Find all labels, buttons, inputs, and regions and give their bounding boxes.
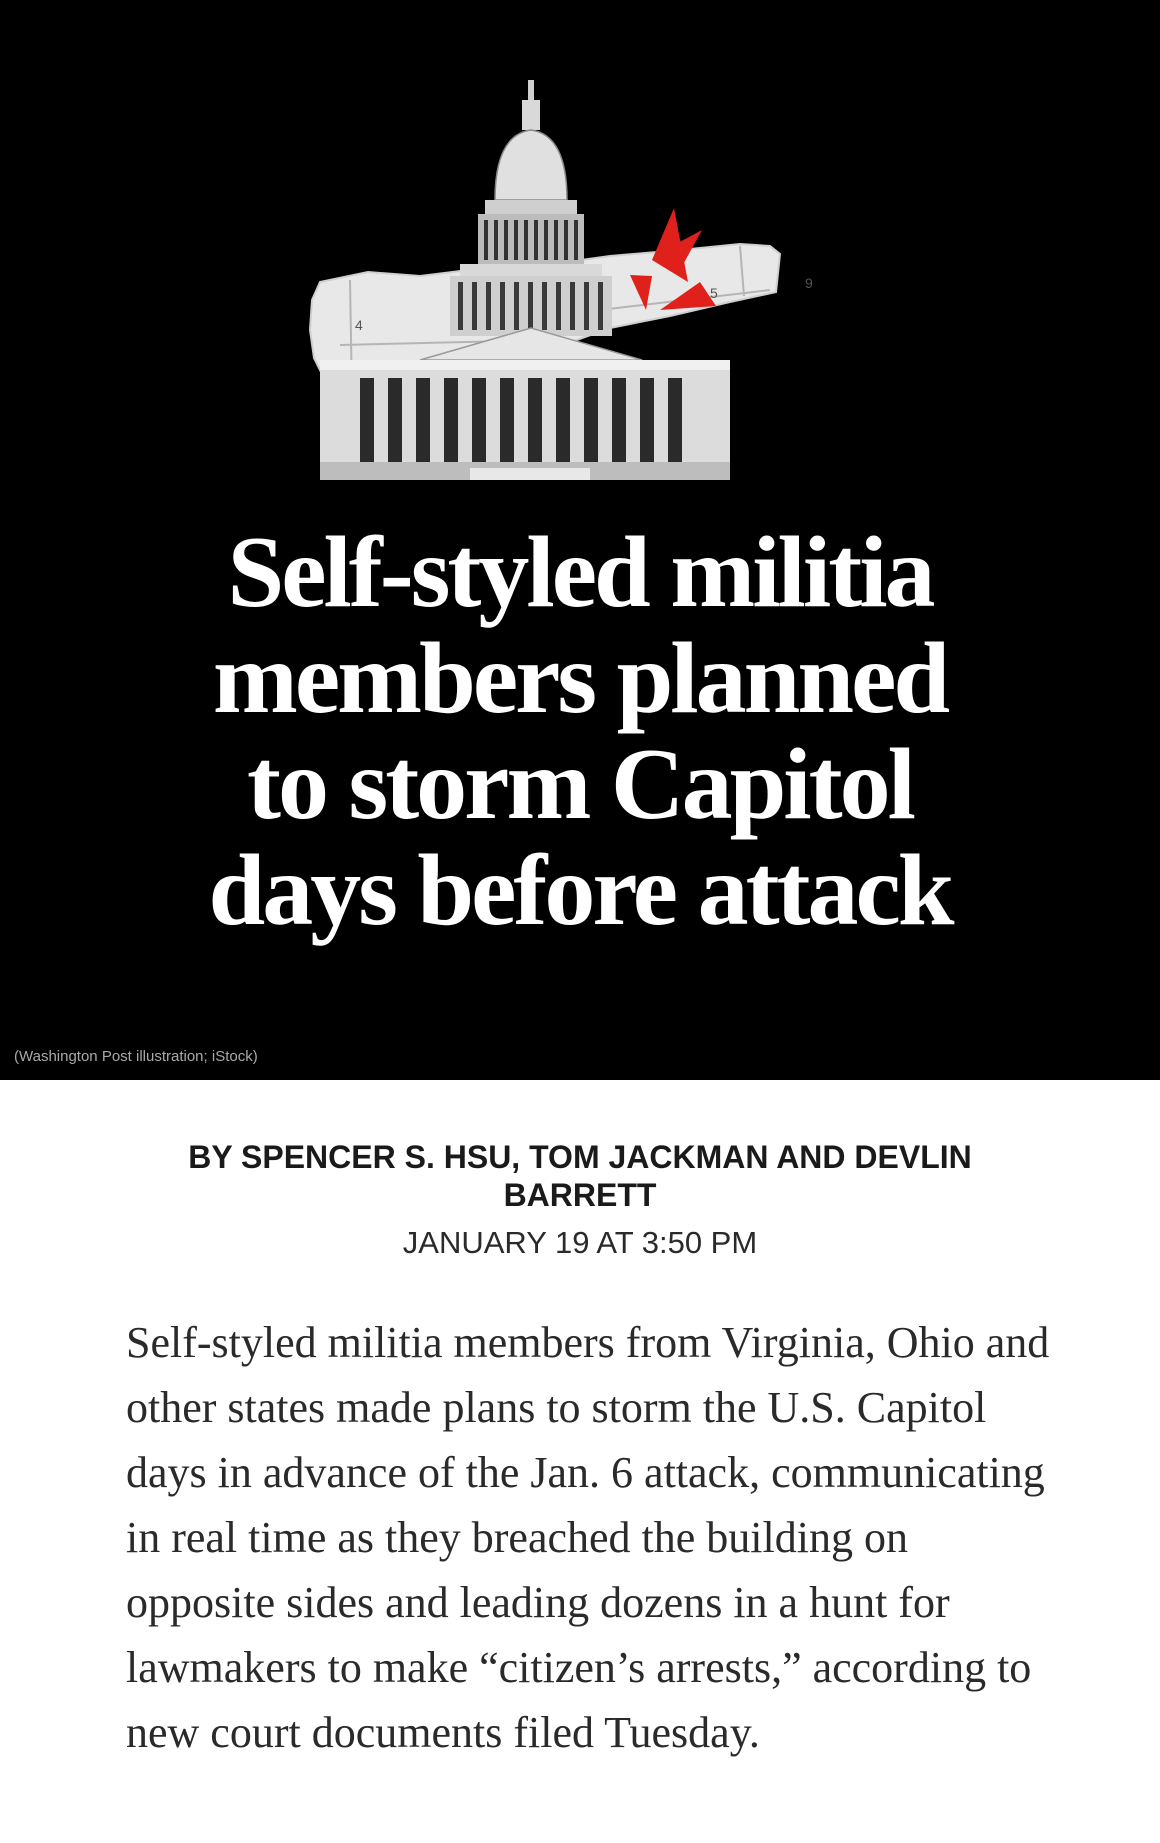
photo-credit: (Washington Post illustration; iStock) — [14, 1048, 258, 1065]
headline-line: days before attack — [208, 834, 952, 947]
calendar-number: 5 — [710, 285, 718, 301]
byline: BY SPENCER S. HSU, TOM JACKMAN AND DEVLIN BARRETT — [188, 1139, 972, 1213]
calendar-number: 4 — [355, 317, 363, 333]
headline-line: to storm Capitol — [247, 728, 913, 841]
headline-line: members planned — [212, 622, 948, 735]
headline — [0, 516, 1160, 947]
article-meta — [0, 1080, 1160, 1262]
headline-line: Self-styled militia — [227, 516, 933, 629]
dateline: JANUARY 19 AT 3:50 PM — [402, 1225, 758, 1260]
capitol-illustration — [300, 60, 860, 520]
calendar-number: 9 — [805, 275, 813, 291]
article-body: Self-styled militia members from Virginia, Ohio and other states made plans to storm the U.S. Capitol days in advance of the Jan. 6 attack, communicating in real time as they breached the building on opposite sides and leading dozens in a hunt for lawmakers to make “citizen’s arrests,” according to new court documents filed Tuesday. — [126, 1318, 1050, 1757]
